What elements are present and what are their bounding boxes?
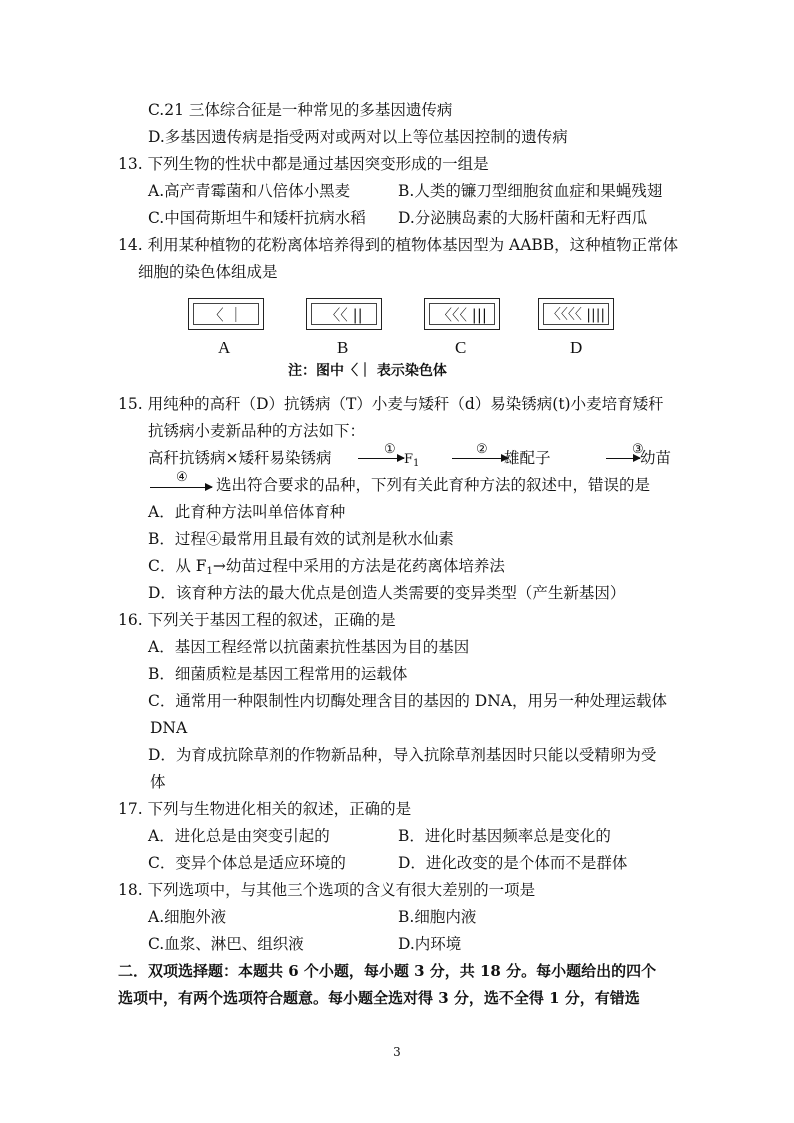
q15-option-b: B．过程④最常用且最有效的试剂是秋水仙素 [148,530,454,548]
diagram-label-a: A [218,338,231,357]
q14-stem-cont: 细胞的染色体组成是 [138,263,278,281]
diagram-content-d: 〈〈〈〈 |||| [546,307,606,323]
q16-option-c-cont: DNA [150,719,188,737]
arrow-label-1: ① [384,442,396,457]
q16-stem: 16. 下列关于基因工程的叙述，正确的是 [118,611,396,629]
arrow-3 [606,458,640,459]
page-number: 3 [393,1045,401,1059]
q18-option-b: B.细胞内液 [398,908,477,926]
arrow-4 [150,487,212,488]
q16-option-d-cont: 体 [150,773,166,791]
q13-option-c: C.中国荷斯坦牛和矮杆抗病水稻 [148,209,366,227]
q14-stem: 14. 利用某种植物的花粉离体培养得到的植物体基因型为 AABB，这种植物正常体 [118,236,679,254]
diagram-note: 注：图中〈｜ 表示染色体 [288,363,447,379]
q15-f1: $F_1$ [404,452,420,469]
q17-stem: 17. 下列与生物进化相关的叙述，正确的是 [118,800,412,818]
q13-option-a: A.高产青霉菌和八倍体小黑麦 [148,182,351,200]
q17-option-a: A．进化总是由突变引起的 [148,827,330,845]
q12-option-d: D.多基因遗传病是指受两对或两对以上等位基因控制的遗传病 [148,128,568,146]
q13-option-b: B.人类的镰刀型细胞贫血症和果蝇残翅 [398,182,663,200]
q16-option-a: A．基因工程经常以抗菌素抗性基因为目的基因 [148,638,470,656]
arrow-label-2: ② [476,442,488,457]
q17-option-d: D．进化改变的是个体而不是群体 [398,854,628,872]
diagram-box-a [188,298,264,330]
q15-stem-cont: 抗锈病小麦新品种的方法如下： [148,422,366,440]
arrow-label-3: ③ [632,442,644,457]
q12-option-c: C.21 三体综合征是一种常见的多基因遗传病 [148,101,453,119]
arrow-2 [452,458,508,459]
diagram-label-c: C [455,338,467,357]
q15-option-d: D．该育种方法的最大优点是创造人类需要的变异类型（产生新基因） [148,584,626,602]
q16-option-c: C．通常用一种限制性内切酶处理含目的基因的 DNA，用另一种处理运载体 [148,692,667,710]
q16-option-d: D．为育成抗除草剂的作物新品种，导入抗除草剂基因时只能以受精卵为受 [148,746,657,764]
arrow-label-4: ④ [176,470,188,485]
q17-option-c: C．变异个体总是适应环境的 [148,854,346,872]
diagram-content-c: 〈〈〈 ||| [437,306,487,324]
q15-stem: 15. 用纯种的高秆（D）抗锈病（T）小麦与矮秆（d）易染锈病(t)小麦培育矮秆 [118,395,664,413]
section-2-heading: 二．双项选择题：本题共 6 个小题，每小题 3 分，共 18 分。每小题给出的四个 [118,962,657,980]
diagram-content-b: 〈〈 || [325,306,363,324]
diagram-box-d [538,298,614,330]
diagram-label-d: D [570,338,583,357]
q13-stem: 13. 下列生物的性状中都是通过基因突变形成的一组是 [118,155,489,173]
q15-male-gamete: 雄配子 [504,449,551,467]
diagram-box-c [424,298,500,330]
diagram-content-a: 〈 ｜ [208,306,244,324]
q18-option-a: A.细胞外液 [148,908,227,926]
q18-option-d: D.内环境 [398,935,462,953]
q15-seedling: 幼苗 [640,449,672,467]
chromosome-diagram [180,292,620,382]
diagram-label-b: B [337,338,349,357]
diagram-box-b [306,298,382,330]
q13-option-d: D.分泌胰岛素的大肠杆菌和无籽西瓜 [398,209,648,227]
q15-stem-select: 选出符合要求的品种，下列有关此育种方法的叙述中，错误的是 [216,476,651,494]
section-2-heading-cont: 选项中，有两个选项符合题意。每小题全选对得 3 分，选不全得 1 分，有错选 [118,989,640,1007]
q17-option-b: B．进化时基因频率总是变化的 [398,827,611,845]
q15-option-c: C．从 F1→幼苗过程中采用的方法是花药离体培养法 [148,557,505,577]
arrow-1 [358,458,404,459]
q18-stem: 18. 下列选项中，与其他三个选项的含义有很大差别的一项是 [118,881,536,899]
q15-option-a: A．此育种方法叫单倍体育种 [148,503,346,521]
q18-option-c: C.血浆、淋巴、组织液 [148,935,304,953]
q16-option-b: B．细菌质粒是基因工程常用的运载体 [148,665,408,683]
q15-cross: 高秆抗锈病×矮秆易染锈病 [148,449,332,467]
